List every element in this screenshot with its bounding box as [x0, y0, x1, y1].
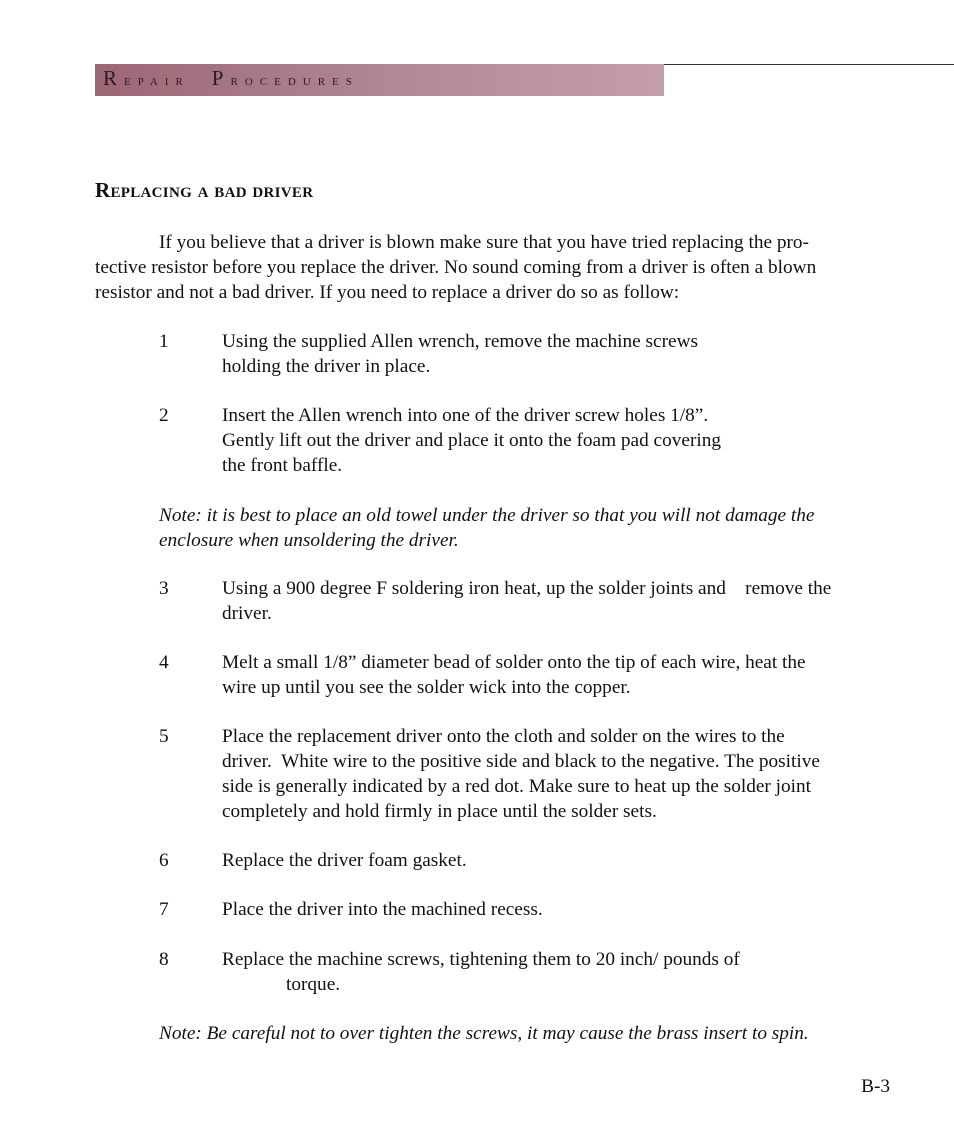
intro-paragraph — [95, 230, 895, 305]
step-text: Replace the driver foam gasket. — [222, 850, 467, 871]
step-text: Replace the machine screws, tightening them to 20 inch/ pounds of torque. — [222, 949, 740, 995]
step-text: Using the supplied Allen wrench, remove the machine screws holding the driver in place. — [222, 331, 699, 377]
step-text: Place the driver into the machined recess. — [222, 899, 543, 920]
section-banner-title: Repair Procedures — [103, 66, 359, 90]
intro-line: If you believe that a driver is blown make sure that you have tried replacing the pro- — [159, 232, 809, 253]
section-heading: Replacing a bad driver — [95, 178, 314, 202]
step-number: 7 — [159, 899, 169, 920]
step-number: 6 — [159, 850, 169, 871]
page-number: B-3 — [861, 1076, 890, 1097]
step-number: 5 — [159, 726, 169, 747]
note-towel: Note: it is best to place an old towel under the driver so that you will not damage the enclosure when unsoldering the driver. — [159, 505, 815, 551]
step-number: 8 — [159, 949, 169, 970]
step-text: Using a 900 degree F soldering iron heat, up the solder joints and remove the driver. — [222, 578, 832, 624]
step-number: 3 — [159, 578, 169, 599]
step-number: 1 — [159, 331, 169, 352]
intro-line: resistor and not a bad driver. If you need to replace a driver do so as follow: — [95, 282, 680, 303]
step-text: Insert the Allen wrench into one of the driver screw holes 1/8”. Gently lift out the driver and place it onto the foam pad covering the front baffle. — [222, 405, 722, 476]
intro-line: tective resistor before you replace the driver. No sound coming from a driver is often a blown — [95, 257, 817, 278]
section-banner — [95, 64, 664, 96]
step-number: 2 — [159, 405, 169, 426]
step-text: Melt a small 1/8” diameter bead of solder onto the tip of each wire, heat the wire up until you see the solder wick into the copper. — [222, 652, 806, 698]
note-overtighten: Note: Be careful not to over tighten the screws, it may cause the brass insert to spin. — [159, 1023, 809, 1044]
step-text: Place the replacement driver onto the cloth and solder on the wires to the driver. White wire to the positive side and black to the negative. The positive side is generally indicated by a red dot. Make sure to heat up the solder joint completely and hold firmly in place until the solder sets. — [222, 726, 820, 822]
step-number: 4 — [159, 652, 169, 673]
